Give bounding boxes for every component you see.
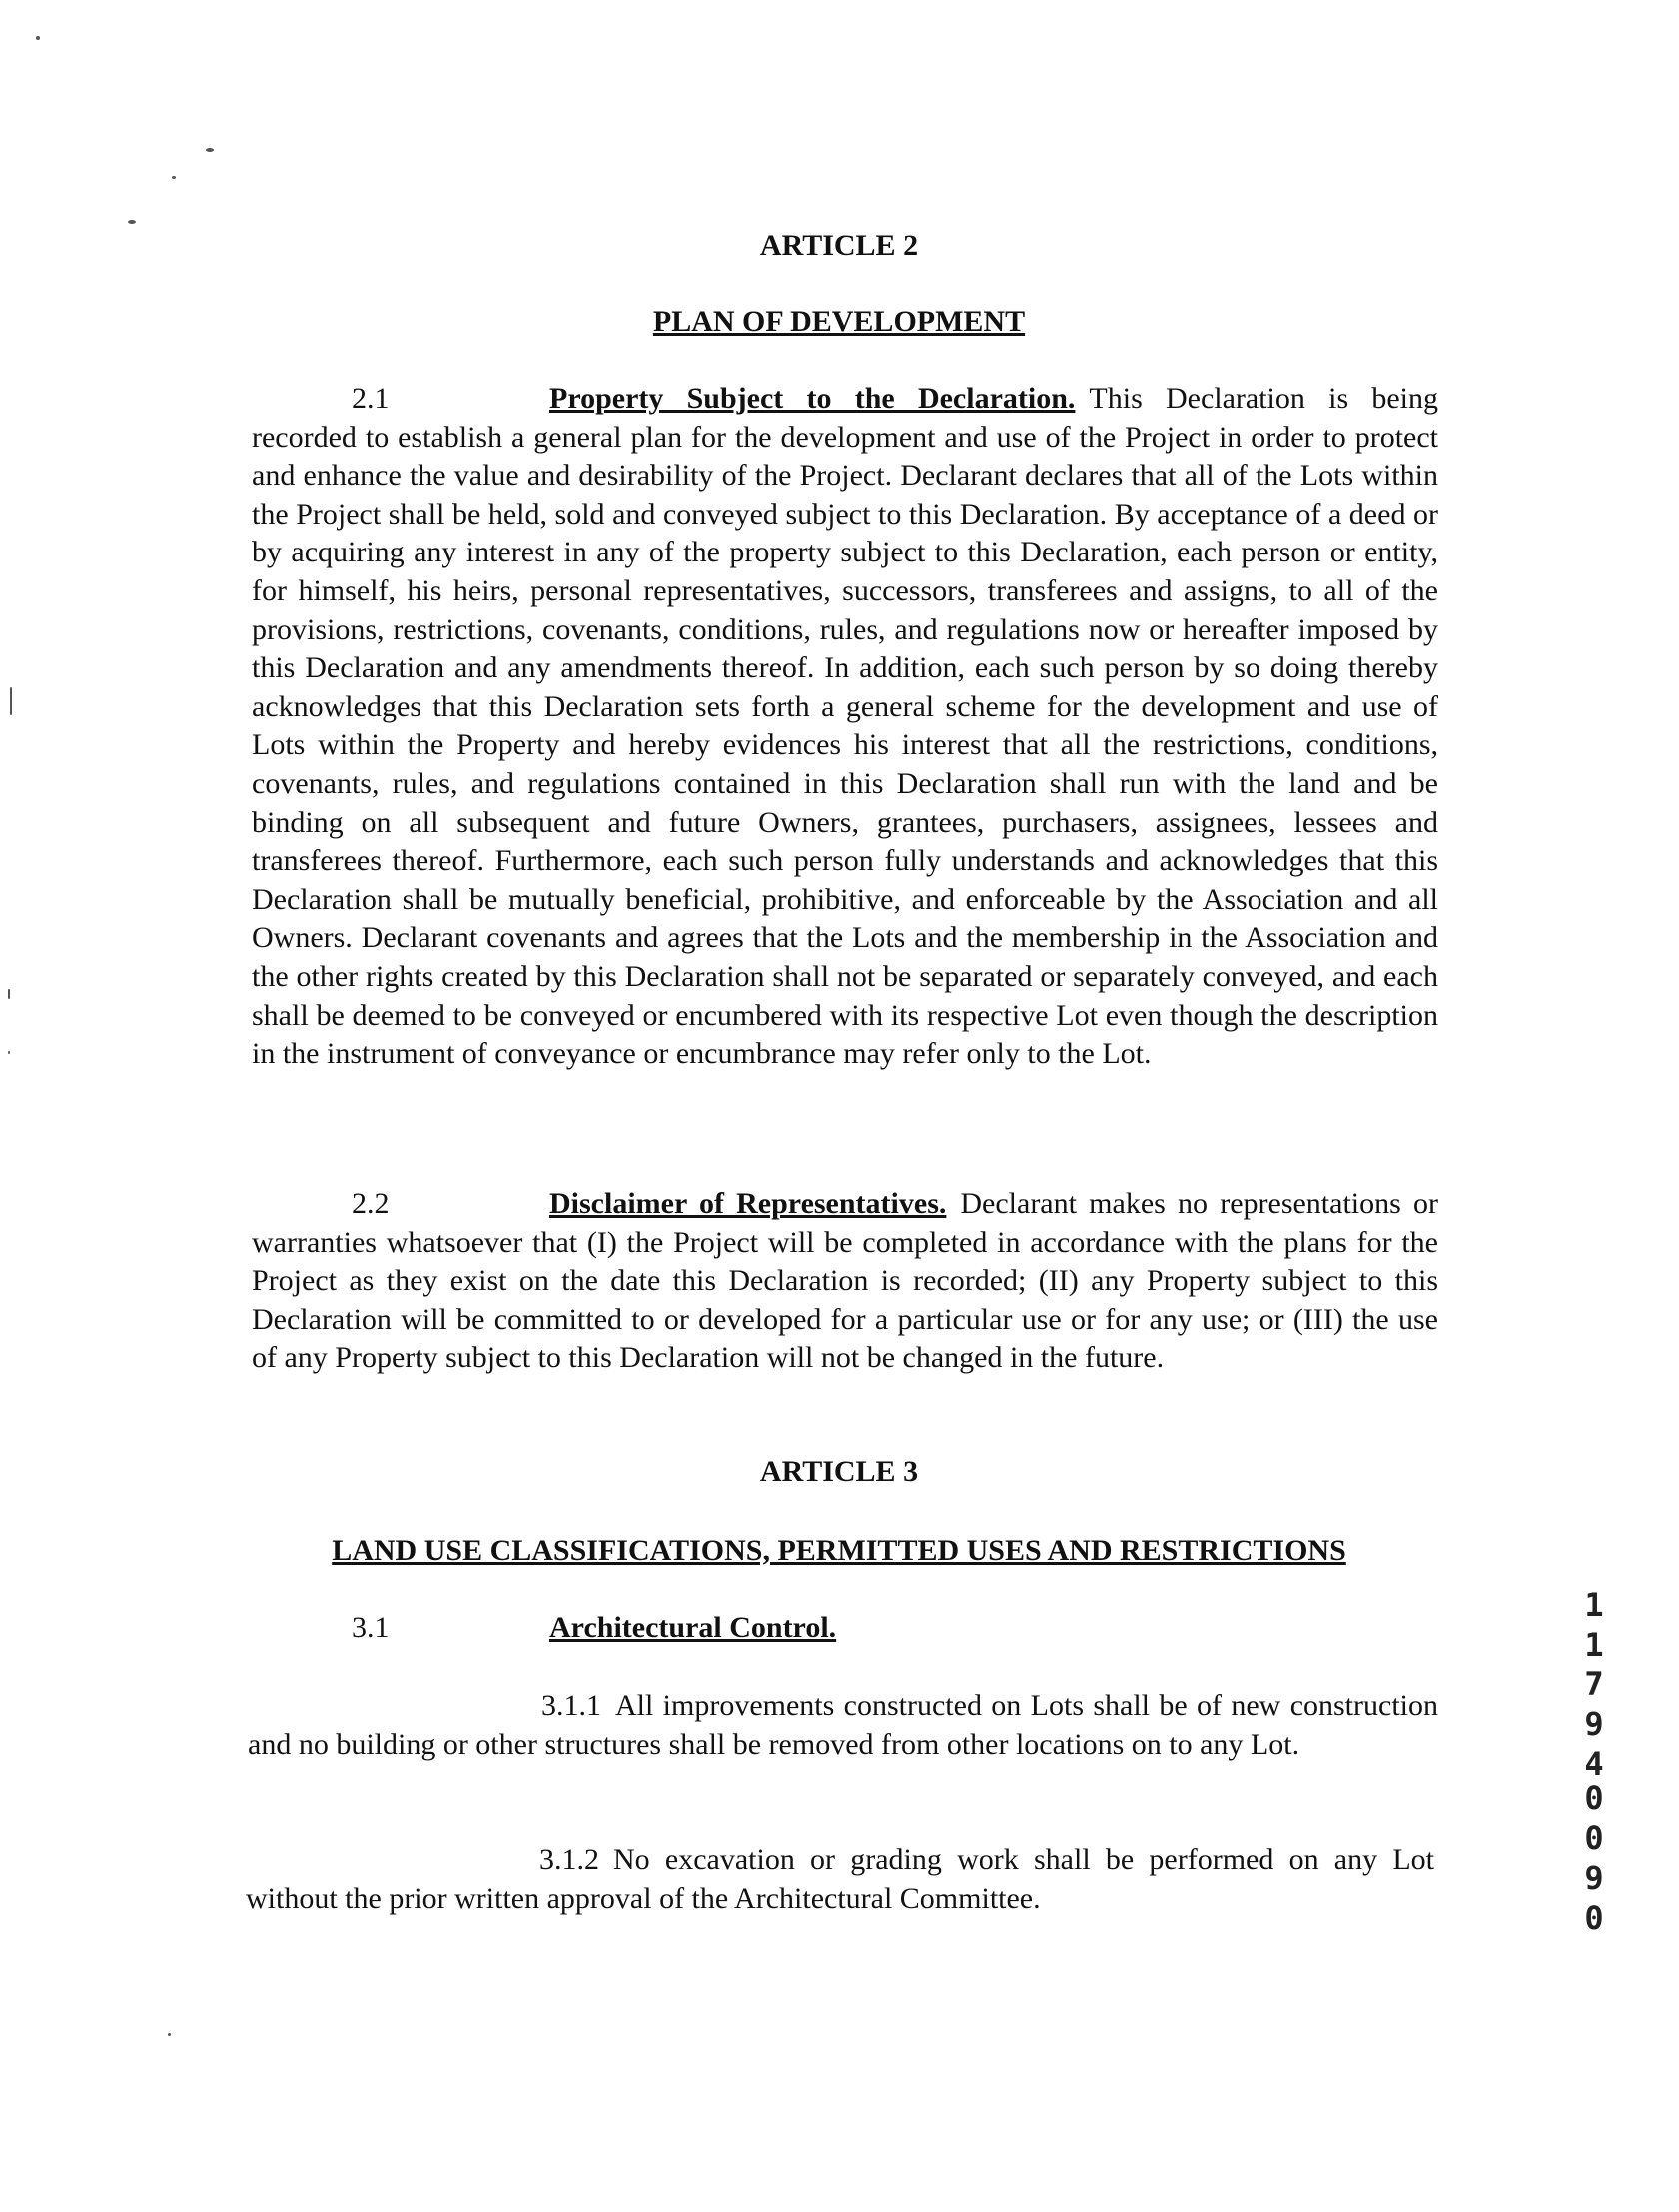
subsection-3-1-1 [248, 1687, 1438, 1764]
section-body: This Declaration is being recorded to establish a general plan for the development and use of the Project in order to protect and enhance the value and desirability of the Project. Declarant declares that all of the Lots within the Project shall be held, sold and conveyed subject to this Declaration. By acceptance of a deed or by acquiring any interest in any of the property subject to this Declaration, each person or entity, for himself, his heirs, personal representatives, successors, transferees and assigns, to all of the provisions, restrictions, covenants, conditions, rules, and regulations now or hereafter imposed by this Declaration and any amendments thereof. In addition, each such person by so doing thereby acknowledges that this Declaration sets forth a general scheme for the development and use of Lots within the Property and hereby evidences his interest that all the restrictions, conditions, covenants, rules, and regulations contained in this Declaration shall run with the land and be binding on all subsequent and future Owners, grantees, purchasers, assignees, lessees and transferees thereof. Furthermore, each such person fully understands and acknowledges that this Declaration shall be mutually beneficial, prohibitive, and enforceable by the Association and all Owners. Declarant covenants and agrees that the Lots and the membership in the Association and the other rights created by this Declaration shall not be separated or separately conveyed, and each shall be deemed to be conveyed or encumbered with its respective Lot even though the description in the instrument of conveyance or encumbrance may refer only to the Lot. [252, 382, 1438, 1071]
section-number: 2.1 [352, 382, 390, 415]
subsection-body: No excavation or grading work shall be performed on any Lot without the prior written approval of the Architectural Committee. [246, 1843, 1434, 1915]
subsection-3-1-2 [246, 1841, 1434, 1918]
section-title: Property Subject to the Declaration. [549, 382, 1076, 415]
stamp-digit: 4 [1584, 1745, 1604, 1783]
scan-speck [36, 36, 40, 40]
stamp-digit: 7 [1584, 1665, 1604, 1703]
subsection-body: All improvements constructed on Lots shall be of new construction and no building or other structures shall be removed from other locations on to any Lot. [248, 1689, 1438, 1761]
scan-speck [8, 1051, 10, 1054]
stamp-digit: 0 [1584, 1899, 1604, 1937]
section-title: Architectural Control. [549, 1611, 837, 1644]
article-2-subtitle [115, 304, 1563, 340]
scan-speck [8, 989, 10, 999]
scan-speck [168, 2033, 171, 2036]
stamp-digit: 1 [1584, 1586, 1604, 1624]
article-2-title: ARTICLE 2 [759, 229, 919, 262]
article-2-subtitle-text: PLAN OF DEVELOPMENT [652, 305, 1026, 338]
article-3-subtitle [115, 1533, 1563, 1569]
section-3-1-heading [252, 1609, 836, 1647]
recording-stamp-top [1574, 1585, 1614, 1784]
section-number: 3.1 [352, 1611, 390, 1644]
stamp-digit: 0 [1584, 1819, 1604, 1857]
article-3-title: ARTICLE 3 [759, 1455, 919, 1488]
stamp-digit: 0 [1584, 1779, 1604, 1817]
section-body: Declarant makes no representations or warranties whatsoever that (I) the Project will be completed in accordance with the plans for the Project as they exist on the date this Declaration is recorded; (II) any Property subject to this Declaration will be committed to or developed for a particular use or for any use; or (III) the use of any Property subject to this Declaration will not be changed in the future. [252, 1187, 1438, 1375]
stamp-digit: 9 [1584, 1705, 1604, 1743]
scan-speck [206, 148, 214, 152]
subsection-number: 3.1.2 [539, 1843, 599, 1876]
stamp-digit: 9 [1584, 1859, 1604, 1897]
recording-stamp-bottom [1574, 1778, 1614, 1938]
stamp-digit: 1 [1584, 1626, 1604, 1663]
section-2-2-paragraph [252, 1185, 1438, 1378]
section-number: 2.2 [352, 1187, 390, 1220]
subsection-number: 3.1.1 [541, 1689, 601, 1722]
scan-speck [172, 176, 176, 179]
scan-speck [10, 687, 12, 715]
section-2-1-paragraph [252, 380, 1438, 1074]
section-title: Disclaimer of Representatives. [549, 1187, 947, 1220]
scan-speck [128, 220, 136, 224]
article-3-subtitle-text: LAND USE CLASSIFICATIONS, PERMITTED USES AND RESTRICTIONS [332, 1534, 1346, 1567]
